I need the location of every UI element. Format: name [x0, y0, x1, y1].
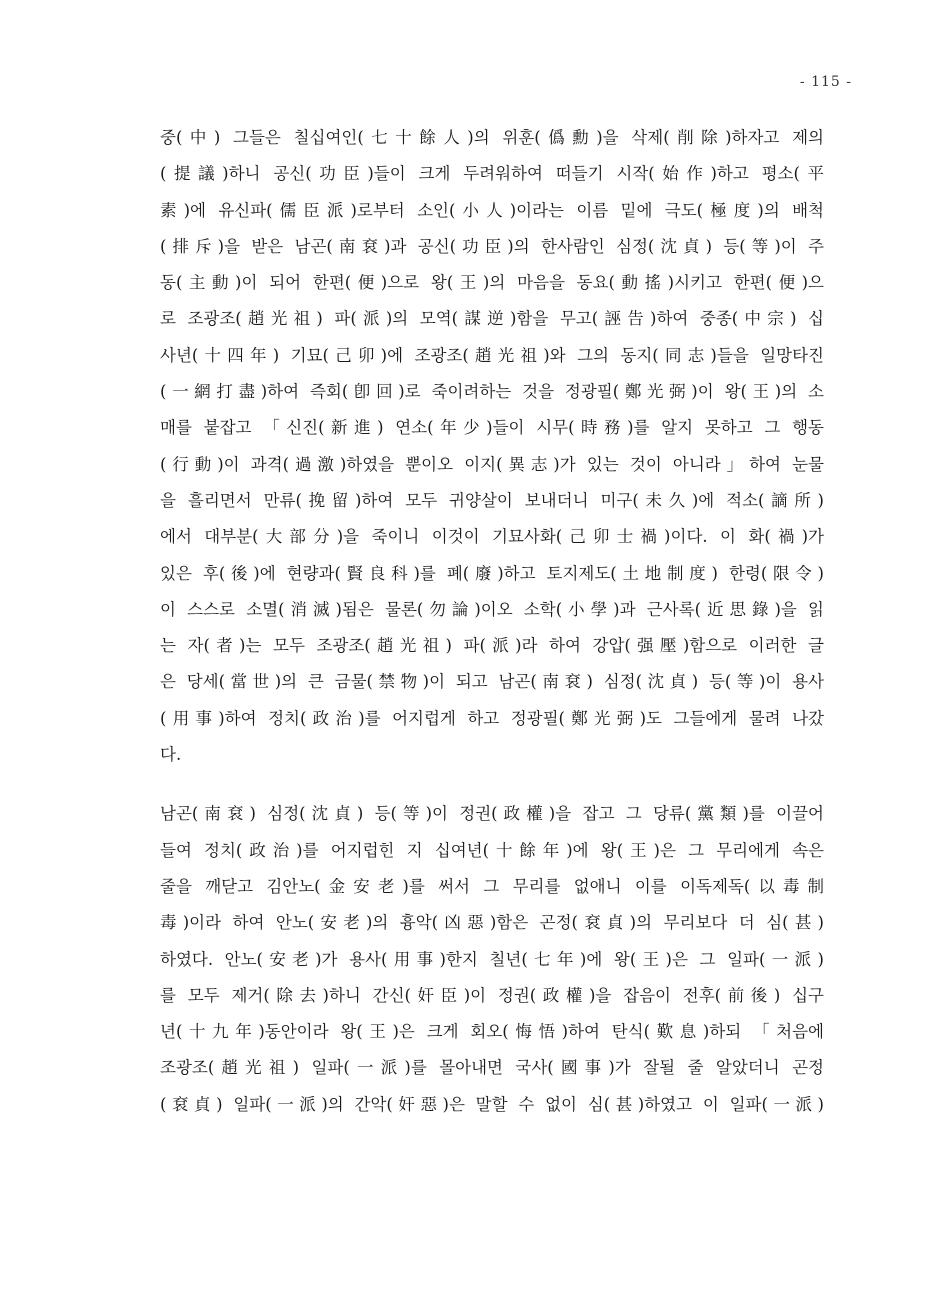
- paragraph-gap: [160, 773, 824, 796]
- text-line: 동(主動)이 되어 한편(便)으로 왕(王)의 마음을 동요(動搖)시키고 한편(便)으: [160, 273, 824, 293]
- text-line: 조광조(趙光祖) 일파(一派)를 몰아내면 국사(國事)가 잘될 줄 알았더니 곤정: [160, 1058, 824, 1078]
- paragraph-1: [160, 120, 824, 773]
- text-line: 있은 후(後)에 현량과(賢良科)를 폐(廢)하고 토지제도(土地制度) 한령(限令): [160, 563, 824, 583]
- paragraph-2: [160, 796, 824, 1123]
- text-line: 사년(十四年) 기묘(己卯)에 조광조(趙光祖)와 그의 동지(同志)들을 일망타진: [160, 345, 824, 365]
- text-line: 은 당세(當世)의 큰 금물(禁物)이 되고 남곤(南袞) 심정(沈貞) 등(等)이 용사: [160, 672, 824, 692]
- text-line: (行動)이 과격(過激)하였을 뿐이오 이지(異志)가 있는 것이 아니라」하여 눈물: [160, 454, 824, 474]
- text-line: 毒)이라 하여 안노(安老)의 흉악(凶惡)함은 곤정(袞貞)의 무리보다 더 심(甚): [160, 913, 824, 933]
- text-line: 중(中) 그들은 칠십여인(七十餘人)의 위훈(僞勳)을 삭제(削除)하자고 제의: [160, 128, 824, 147]
- text-line: 매를 붙잡고 「신진(新進) 연소(年少)들이 시무(時務)를 알지 못하고 그 행동: [160, 418, 824, 438]
- body-text: [160, 120, 824, 1123]
- text-line: 을 흘리면서 만류(挽留)하여 모두 귀양살이 보내더니 미구(未久)에 적소(謫所): [160, 490, 824, 510]
- text-line: (提議)하니 공신(功臣)들이 크게 두려워하여 떠들기 시작(始作)하고 평소(平: [160, 164, 824, 184]
- text-line: 들여 정치(政治)를 어지럽힌 지 십여년(十餘年)에 왕(王)은 그 무리에게 속은: [160, 840, 824, 860]
- text-line: (袞貞) 일파(一派)의 간악(奸惡)은 말할 수 없이 심(甚)하였고 이 일파(一派): [160, 1094, 824, 1114]
- text-line: 년(十九年)동안이라 왕(王)은 크게 회오(悔悟)하여 탄식(歎息)하되 「처음에: [160, 1022, 824, 1042]
- text-line: 는 자(者)는 모두 조광조(趙光祖) 파(派)라 하여 강압(强壓)함으로 이러한 글: [160, 636, 824, 656]
- text-line: 에서 대부분(大部分)을 죽이니 이것이 기묘사화(己卯士禍)이다. 이 화(禍)가: [160, 527, 824, 547]
- text-line: 이 스스로 소멸(消滅)됨은 물론(勿論)이오 소학(小學)과 근사록(近思錄)을 읽: [160, 599, 824, 619]
- text-line: (排斥)을 받은 남곤(南袞)과 공신(功臣)의 한사람인 심정(沈貞) 등(等)이 주: [160, 236, 824, 256]
- text-line: 남곤(南袞) 심정(沈貞) 등(等)이 정권(政權)을 잡고 그 당류(黨類)를 이끌어: [160, 804, 824, 824]
- text-line: (一網打盡)하여 즉회(卽回)로 죽이려하는 것을 정광필(鄭光弼)이 왕(王)의 소: [160, 382, 824, 402]
- text-line: 를 모두 제거(除去)하니 간신(奸臣)이 정권(政權)을 잡음이 전후(前後) 십구: [160, 985, 824, 1005]
- page-number: - 115 -: [799, 74, 852, 90]
- text-line: (用事)하여 정치(政治)를 어지럽게 하고 정광필(鄭光弼)도 그들에게 물려 나갔: [160, 708, 824, 728]
- text-line: 하였다. 안노(安老)가 용사(用事)한지 칠년(七年)에 왕(王)은 그 일파(一派): [160, 949, 824, 969]
- text-line: 素)에 유신파(儒臣派)로부터 소인(小人)이라는 이름 밑에 극도(極度)의 배척: [160, 200, 824, 220]
- text-line: 줄을 깨닫고 김안노(金安老)를 써서 그 무리를 없애니 이를 이독제독(以毒制: [160, 876, 824, 896]
- text-line: 다.: [160, 745, 182, 765]
- text-line: 로 조광조(趙光祖) 파(派)의 모역(謀逆)함을 무고(誣告)하여 중종(中宗) 십: [160, 309, 824, 329]
